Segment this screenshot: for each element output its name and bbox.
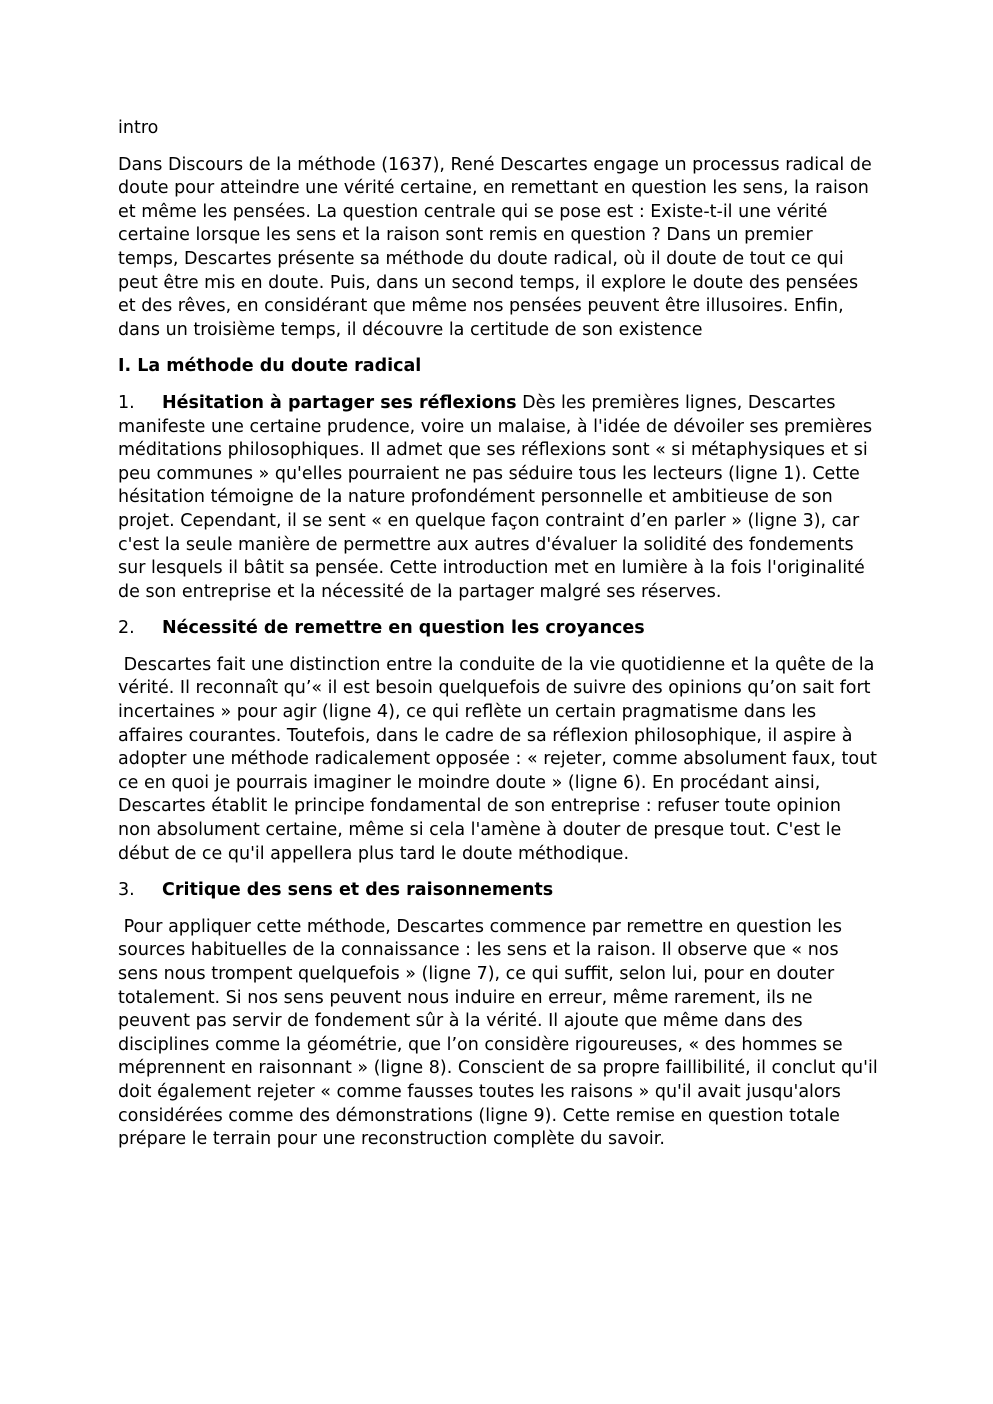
point-1-title: Hésitation à partager ses réflexions [162, 392, 517, 413]
point-1-body: Dès les premières lignes, Descartes manifeste une certaine prudence, voire un malaise, à l'idée de dévoiler ses premières méditations philosophiques. Il admet que ses réflexions sont « si métaphysiques et si peu communes » qu'elles pourraient ne pas séduire tous les lecteurs (ligne 1). Cette hésitation témoigne de la nature profondément personnelle et ambitieuse de son projet. Cependant, il se sent « en quelque façon contraint d’en parler » (ligne 3), car c'est la seule manière de permettre aux autres d'évaluer la solidité des fondements sur lesquels il bâtit sa pensée. Cette introduction met en lumière à la fois l'originalité de son entreprise et la nécessité de la partager malgré ses réserves. [118, 392, 873, 602]
point-3-number: 3. [118, 880, 135, 901]
point-2-title: Nécessité de remettre en question les croyances [162, 618, 645, 639]
point-1-paragraph [118, 392, 878, 604]
section-heading: I. La méthode du doute radical [118, 356, 422, 377]
document-page [118, 117, 884, 1165]
point-3 [118, 879, 884, 1152]
intro-paragraph: Dans Discours de la méthode (1637), René Descartes engage un processus radical de doute pour atteindre une vérité certaine, en remettant en question les sens, la raison et même les pensées. La question centrale qui se pose est : Existe-t-il une vérité certaine lorsque les sens et la raison sont remis en question ? Dans un premier temps, Descartes présente sa méthode du doute radical, où il doute de tout ce qui peut être mis en doute. Puis, dans un second temps, il explore le doute des pensées et des rêves, en considérant que même nos pensées peuvent être illusoires. Enfin, dans un troisième temps, il découvre la certitude de son existence [118, 154, 872, 340]
point-3-heading [118, 879, 878, 903]
point-2-number: 2. [118, 618, 135, 639]
point-2-heading [118, 617, 878, 641]
point-1-number: 1. [118, 392, 135, 413]
intro-label: intro [118, 118, 159, 138]
point-1 [118, 392, 878, 604]
point-3-body: Pour appliquer cette méthode, Descartes commence par remettre en question les sources habituelles de la connaissance : les sens et la raison. Il observe que « nos sens nous trompent quelquefois » (ligne 7), ce qui suffit, selon lui, pour en douter totalement. Si nos sens peuvent nous induire en erreur, même rarement, ils ne peuvent pas servir de fondement sûr à la vérité. Il ajoute que même dans des disciplines comme la géométrie, que l’on considère rigoureuses, « des hommes se méprennent en raisonnant » (ligne 8). Conscient de sa propre faillibilité, il conclut qu'il doit également rejeter « comme fausses toutes les raisons » qu'il avait jusqu'alors considérées comme des démonstrations (ligne 9). Cette remise en question totale prépare le terrain pour une reconstruction complète du savoir. [118, 916, 884, 1150]
point-3-title: Critique des sens et des raisonnements [162, 880, 554, 901]
point-2-body: Descartes fait une distinction entre la conduite de la vie quotidienne et la quête de la vérité. Il reconnaît qu’« il est besoin quelquefois de suivre des opinions qu’on sait fort incertaines » pour agir (ligne 4), ce qui reflète un certain pragmatisme dans les affaires courantes. Toutefois, dans le cadre de sa réflexion philosophique, il aspire à adopter une méthode radicalement opposée : « rejeter, comme absolument faux, tout ce en quoi je pourrais imaginer le moindre doute » (ligne 6). En procédant ainsi, Descartes établit le principe fondamental de son entreprise : refuser toute opinion non absolument certaine, même si cela l'amène à douter de presque tout. C'est le début de ce qu'il appellera plus tard le doute méthodique. [118, 654, 883, 864]
point-2 [118, 617, 883, 866]
